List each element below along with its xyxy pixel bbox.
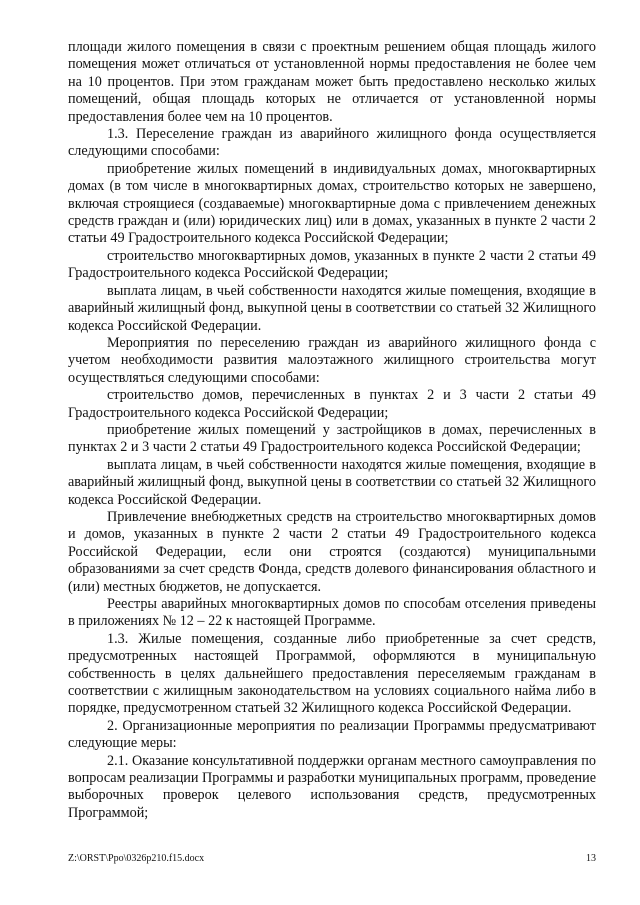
document-body — [68, 39, 596, 822]
paragraph-low-rise-construction: строительство домов, перечисленных в пунктах 2 и 3 части 2 статьи 49 Градостроительного кодекса Российской Федерации; — [68, 387, 596, 421]
paragraph-construction: строительство многоквартирных домов, указанных в пункте 2 части 2 статьи 49 Градостроительного кодекса Российской Федерации; — [68, 247, 596, 282]
footer-file-path: Z:\ORST\Ppo\0326p210.f15.docx — [68, 853, 205, 864]
paragraph-1-3-housing: 1.3. Жилые помещения, созданные либо приобретенные за счет средств, предусмотренных настоящей Программой, оформляются в муниципальную собственность в целях дальнейшего предоставления переселяемым гражданам в соответствии с жилищным законодательством на условиях социального найма либо в порядке, предусмотренном статьей 32 Жилищного кодекса Российской Федерации. — [68, 630, 596, 717]
paragraph-developer-acquisition: приобретение жилых помещений у застройщиков в домах, перечисленных в пунктах 2 и 3 части 2 статьи 49 Градостроительного кодекса Российской Федерации; — [68, 421, 596, 456]
paragraph-payment: выплата лицам, в чьей собственности находятся жилые помещения, входящие в аварийный жилищный фонд, выкупной цены в соответствии со статьей 32 Жилищного кодекса Российской Федерации. — [68, 282, 596, 334]
paragraph-payment-2: выплата лицам, в чьей собственности находятся жилые помещения, входящие в аварийный жилищный фонд, выкупной цены в соответствии со статьей 32 Жилищного кодекса Российской Федерации. — [68, 456, 596, 508]
page-number: 13 — [586, 853, 596, 864]
paragraph-acquisition: приобретение жилых помещений в индивидуальных домах, многоквартирных домах (в том числе в многоквартирных домах, строительство которых не завершено, включая строящиеся (создаваемые) многоквартирные дома с привлечением денежных средств граждан и (или) юридических лиц) или в домах, указанных в пункте 2 части 2 статьи 49 Градостроительного кодекса Российской Федерации; — [68, 160, 596, 247]
paragraph-2-1-consulting: 2.1. Оказание консультативной поддержки органам местного самоуправления по вопросам реализации Программы и разработки муниципальных программ, проведение выборочных проверок целевого использования средств, предусмотренных Программой; — [68, 752, 596, 821]
paragraph-1-3-resettlement: 1.3. Переселение граждан из аварийного жилищного фонда осуществляется следующими способами: — [68, 126, 596, 160]
paragraph-continuation: площади жилого помещения в связи с проектным решением общая площадь жилого помещения может отличаться от установленной нормы предоставления не более чем на 10 процентов. При этом гражданам может быть предоставлено несколько жилых помещений, общая площадь которых не отличается от установленной нормы предоставления более чем на 10 процентов. — [68, 39, 596, 125]
paragraph-extrabudgetary: Привлечение внебюджетных средств на строительство многоквартирных домов и домов, указанных в пункте 2 части 2 статьи 49 Градостроительного кодекса Российской Федерации, если они строятся (создаются) муниципальными образованиями за счет средств Фонда, средств долевого финансирования областного и (или) местных бюджетов, не допускается. — [68, 508, 596, 595]
paragraph-low-rise-measures: Мероприятия по переселению граждан из аварийного жилищного фонда с учетом необходимости развития малоэтажного жилищного строительства могут осуществляться следующими способами: — [68, 334, 596, 386]
paragraph-2-organizational: 2. Организационные мероприятия по реализации Программы предусматривают следующие меры: — [68, 717, 596, 752]
paragraph-registers: Реестры аварийных многоквартирных домов по способам отселения приведены в приложениях № 12 – 22 к настоящей Программе. — [68, 596, 596, 630]
